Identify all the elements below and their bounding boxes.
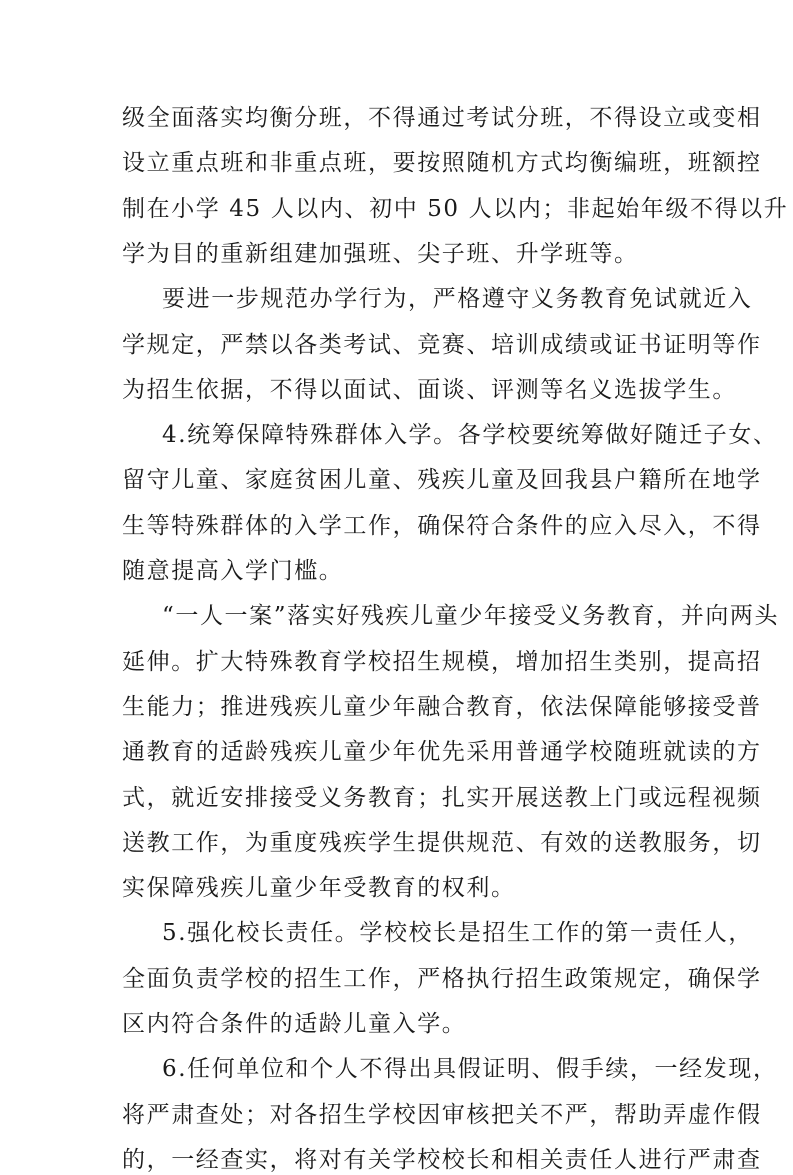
paragraph-start: 要进一步规范办学行为，严格遵守义务教育免试就近入	[162, 286, 753, 312]
text-line: 级全面落实均衡分班，不得通过考试分班，不得设立或变相	[122, 105, 762, 131]
text-line: 通教育的适龄残疾儿童少年优先采用普通学校随班就读的方	[122, 739, 762, 765]
text-line: 学规定，严禁以各类考试、竞赛、培训成绩或证书证明等作	[122, 332, 762, 358]
text-line: 设立重点班和非重点班，要按照随机方式均衡编班，班额控	[122, 150, 762, 176]
paragraph-start: “一人一案”落实好残疾儿童少年接受义务教育，并向两头	[162, 603, 780, 629]
section-heading-4: 4.统筹保障特殊群体入学。各学校要统筹做好随迁子女、	[162, 422, 778, 448]
section-heading-5: 5.强化校长责任。学校校长是招生工作的第一责任人，	[162, 920, 753, 946]
text-line: 的，一经查实，将对有关学校校长和相关责任人进行严肃查	[122, 1147, 762, 1173]
text-line: 式，就近安排接受义务教育；扎实开展送教上门或远程视频	[122, 785, 762, 811]
text-line: 随意提高入学门槛。	[122, 558, 344, 584]
text-line: 将严肃查处；对各招生学校因审核把关不严，帮助弄虚作假	[122, 1102, 762, 1128]
text-line: 为招生依据，不得以面试、面谈、评测等名义选拔学生。	[122, 377, 737, 403]
text-line: 区内符合条件的适龄儿童入学。	[122, 1011, 467, 1037]
text-line: 实保障残疾儿童少年受教育的权利。	[122, 875, 516, 901]
section-heading-6: 6.任何单位和个人不得出具假证明、假手续，一经发现，	[162, 1056, 778, 1082]
text-line: 延伸。扩大特殊教育学校招生规模，增加招生类别，提高招	[122, 649, 762, 675]
text-line: 送教工作，为重度残疾学生提供规范、有效的送教服务，切	[122, 830, 762, 856]
text-line: 生等特殊群体的入学工作，确保符合条件的应入尽入，不得	[122, 513, 762, 539]
text-line: 全面负责学校的招生工作，严格执行招生政策规定，确保学	[122, 966, 762, 992]
text-line: 留守儿童、家庭贫困儿童、残疾儿童及回我县户籍所在地学	[122, 467, 762, 493]
text-line: 学为目的重新组建加强班、尖子班、升学班等。	[122, 241, 639, 267]
text-line: 制在小学 45 人以内、初中 50 人以内；非起始年级不得以升	[122, 196, 789, 222]
text-line: 生能力；推进残疾儿童少年融合教育，依法保障能够接受普	[122, 694, 762, 720]
